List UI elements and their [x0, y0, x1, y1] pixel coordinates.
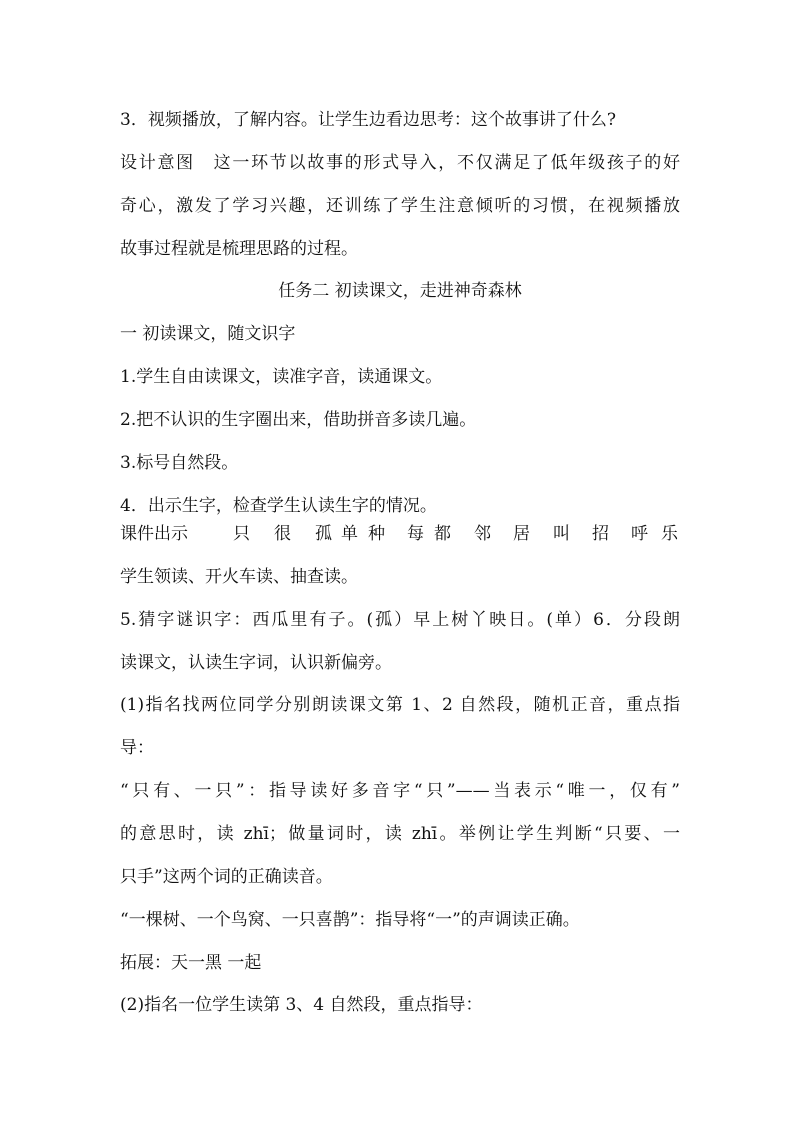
tone-guidance-line: “一棵树、一个鸟窝、一只喜鹊”：指导将“一”的声调读正确。: [120, 910, 580, 930]
courseware-chars-row: [120, 522, 680, 546]
char-item: 孤: [315, 524, 332, 544]
design-intent-line-2: 奇心，激发了学习兴趣，还训练了学生注意倾听的习惯，在视频播放: [120, 196, 680, 216]
char-item: 都: [434, 524, 451, 544]
char-item: 居: [513, 524, 530, 544]
design-intent-line-1: 设计意图 这一环节以故事的形式导入，不仅满足了低年级孩子的好: [120, 153, 680, 173]
step-6-continued: 读课文，认读生字词，认识新偏旁。: [120, 653, 392, 673]
paragraph-line-1: 3．视频播放，了解内容。让学生边看边思考：这个故事讲了什么?: [120, 110, 616, 130]
courseware-label: 课件出示: [120, 524, 188, 544]
char-item: 种: [368, 524, 385, 544]
polyphone-line-1: “只有、一只”：指导读好多音字“只”——当表示“唯一，仅有”: [120, 781, 680, 801]
char-item: 乐: [661, 524, 678, 544]
char-item: 呼: [631, 524, 648, 544]
design-intent-line-3: 故事过程就是梳理思路的过程。: [120, 239, 358, 259]
char-item: 招: [592, 524, 609, 544]
step-reading-methods: 学生领读、开火车读、抽查读。: [120, 567, 358, 587]
polyphone-line-2: 的意思时，读 zhī；做量词时，读 zhī。举例让学生判断“只要、一: [120, 824, 680, 844]
step-2: 2.把不认识的生字圈出来，借助拼音多读几遍。: [120, 410, 477, 430]
char-item: 叫: [553, 524, 570, 544]
step-3: 3.标号自然段。: [120, 453, 239, 473]
char-item: 很: [274, 524, 291, 544]
step-5-riddles: 5.猜字谜识字：西瓜里有子。(孤）早上树丫映日。(单）6．分段朗: [120, 610, 680, 630]
substep-1-line-2: 导：: [120, 738, 154, 758]
char-item: 邻: [474, 524, 491, 544]
step-4: 4．出示生字，检查学生认读生字的情况。: [120, 496, 437, 516]
substep-1-line-1: (1)指名找两位同学分别朗读课文第 1、2 自然段，随机正音，重点指: [120, 695, 680, 715]
char-item: 单: [341, 524, 358, 544]
char-item: 只: [233, 524, 250, 544]
section-heading: 任务二 初读课文，走进神奇森林: [278, 281, 522, 301]
substep-2-line: (2)指名一位学生读第 3、4 自然段，重点指导：: [120, 995, 483, 1015]
step-1: 1.学生自由读课文，读准字音，读通课文。: [120, 367, 443, 387]
polyphone-line-3: 只手”这两个词的正确读音。: [120, 867, 333, 887]
subsection-heading: 一 初读课文，随文识字: [120, 324, 296, 344]
extension-line: 拓展：天一黑 一起: [120, 953, 262, 973]
char-item: 每: [407, 524, 424, 544]
